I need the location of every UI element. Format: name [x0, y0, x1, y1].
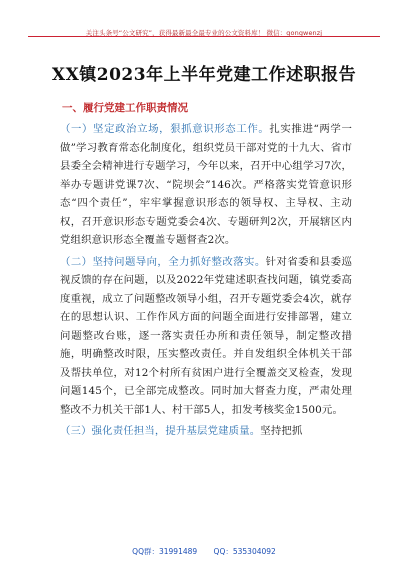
paragraph-3-lead: （三）强化责任担当，提升基层党建质量。 — [60, 425, 261, 437]
paragraph-2 — [60, 253, 352, 420]
paragraph-1 — [60, 120, 352, 250]
document-body — [60, 120, 352, 441]
paragraph-1-lead: （一）坚定政治立场，狠抓意识形态工作。 — [60, 123, 270, 135]
footer — [0, 546, 408, 557]
header-banner-text: 关注头条号“公文研究”，获得最新最全最专业的公文资料库！ 微信：gongwenzj — [85, 29, 323, 37]
paragraph-3 — [60, 422, 352, 441]
paragraph-2-text: 针对省委和县委巡视反馈的存在问题，以及2022年党建述职查找问题，镇党委高度重视，成立了问题整改领导小组，召开专题党委会4次，就存在的思想认识、工作作风方面的问题全面进行安排部署，建立问题整改台账，逐一落实责任办所和责任领导，制定整改措施，明确整改时限，压实整改责任。并自发组织全体机关干部及帮扶单位，对12个村所有贫困户进行全覆盖交叉检查，发现问题145个，已全部完成整改。同时加大督查力度，严肃处理整改不力机关干部1人、村干部5人，扣发考核奖金1500元。 — [60, 255, 352, 416]
paragraph-1-text: 扎实推进“两学一做”学习教育常态化制度化，组织党员干部对党的十九大、省市县委全会精神进行专题学习，今年以来，召开中心组学习7次，举办专题讲党课7次、“院坝会”146次。严格落实党管意识形态“四个责任”，牢牢掌握意识形态的领导权、主导权、主动权，召开意识形态专题党委会4次、专题研判2次，开展辖区内党组织意识形态全覆盖专题督查2次。 — [60, 123, 352, 246]
document-title: XX镇2023年上半年党建工作述职报告 — [51, 65, 357, 85]
footer-qq-group: QQ群：31991489 — [132, 547, 198, 556]
header-banner — [28, 20, 380, 37]
footer-qq: QQ：535304092 — [213, 547, 276, 556]
paragraph-2-lead: （二）坚持问题导向，全力抓好整改落实。 — [60, 255, 266, 268]
paragraph-3-text: 坚持把抓 — [260, 425, 303, 437]
section-heading: 一、履行党建工作职责情况 — [62, 102, 188, 114]
